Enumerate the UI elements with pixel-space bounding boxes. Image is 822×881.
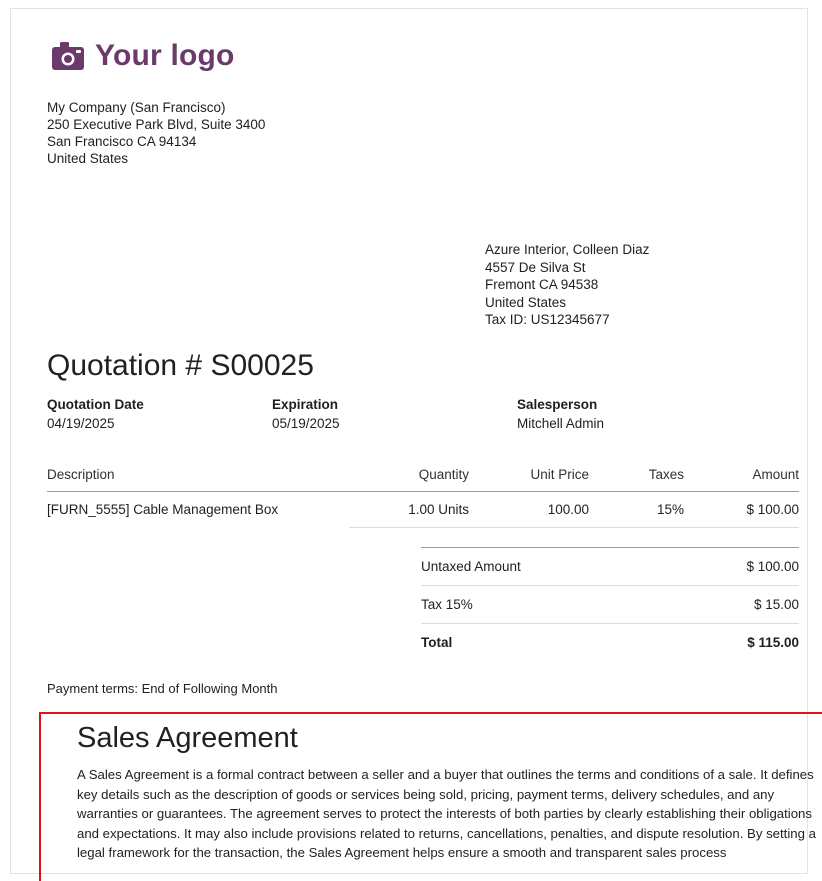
logo-text: Your logo [95, 39, 235, 72]
salesperson-label: Salesperson [517, 397, 598, 412]
table-header-row [47, 459, 799, 492]
company-city: San Francisco CA 94134 [47, 134, 197, 149]
document-meta [47, 397, 789, 431]
company-logo [51, 39, 789, 73]
camera-icon [51, 41, 85, 71]
column-header-amount: Amount [684, 459, 799, 492]
untaxed-amount-value: $ 100.00 [669, 548, 799, 586]
tax-row [421, 586, 799, 624]
total-row [421, 624, 799, 662]
expiration-value: 05/19/2025 [272, 416, 340, 431]
customer-tax-id: Tax ID: US12345677 [485, 312, 610, 327]
company-street: 250 Executive Park Blvd, Suite 3400 [47, 117, 266, 132]
sales-agreement-heading: Sales Agreement [77, 722, 298, 754]
cell-description: [FURN_5555] Cable Management Box [47, 502, 279, 518]
table-row [47, 492, 799, 528]
company-name: My Company (San Francisco) [47, 100, 226, 115]
column-header-quantity: Quantity [349, 459, 469, 492]
quotation-date [47, 397, 272, 431]
total-value: $ 115.00 [669, 624, 799, 662]
sales-agreement-body: A Sales Agreement is a formal contract between a seller and a buyer that outlines the terms and conditions of a sale. It defines key details such as the description of goods or services being sold, pricing, payment terms, delivery schedules, and any warranties or guarantees. The agreement serves to protect the interests of both parties by clearly establishing their obligations and expectations. It may also include provisions related to returns, cancellations, penalties, and dispute resolution. By setting a legal framework for the transaction, the Sales Agreement helps ensure a smooth and transparent sales process [77, 767, 816, 860]
document-sheet [10, 8, 816, 874]
untaxed-amount-row [421, 548, 799, 586]
company-address [47, 99, 789, 167]
totals-table [421, 547, 799, 661]
column-header-taxes: Taxes [589, 459, 684, 492]
tax-label: Tax 15% [421, 586, 669, 624]
column-header-unit-price: Unit Price [469, 459, 589, 492]
customer-address [485, 241, 649, 329]
cell-quantity: 1.00 Units [349, 492, 469, 528]
document-body [39, 31, 816, 860]
customer-city: Fremont CA 94538 [485, 277, 599, 292]
expiration [272, 397, 517, 431]
sales-agreement-section [39, 712, 822, 881]
column-header-description: Description [47, 459, 349, 492]
customer-street: 4557 De Silva St [485, 259, 586, 275]
customer-name: Azure Interior, Colleen Diaz [485, 242, 650, 257]
cell-amount: $ 100.00 [684, 492, 799, 528]
untaxed-amount-label: Untaxed Amount [421, 548, 669, 586]
tax-value: $ 15.00 [669, 586, 799, 624]
expiration-label: Expiration [272, 397, 339, 412]
salesperson-value: Mitchell Admin [517, 416, 605, 431]
quotation-date-value: 04/19/2025 [47, 416, 115, 431]
customer-country: United States [485, 294, 567, 310]
page-title: Quotation # S00025 [47, 349, 314, 382]
salesperson [517, 397, 767, 431]
cell-taxes: 15% [589, 492, 684, 528]
company-country: United States [47, 151, 129, 166]
payment-terms: Payment terms: End of Following Month [47, 681, 278, 696]
total-label: Total [421, 624, 669, 662]
line-items-table [47, 459, 799, 528]
cell-unit-price: 100.00 [469, 492, 589, 528]
quotation-date-label: Quotation Date [47, 397, 144, 412]
